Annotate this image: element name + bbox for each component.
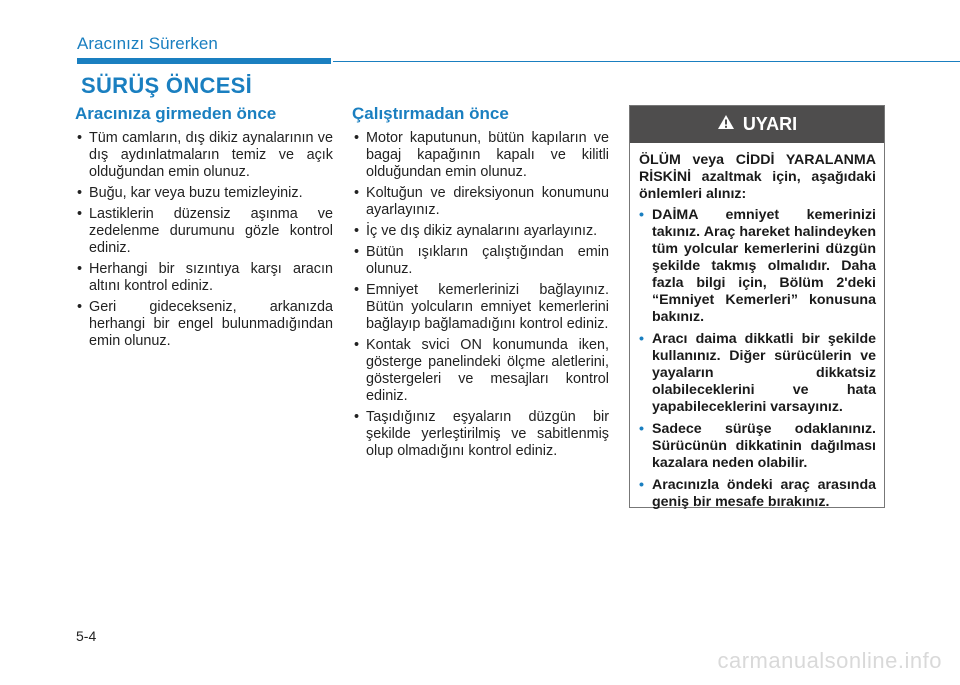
warning-item: • DAİMA emniyet kemerinizi takınız. Araç hareket halindeyken tüm yolcular kemerlerini düzgün şekilde takmış olmalıdır. Daha fazla bilgi için, Bölüm 2'deki “Emniyet Kemerleri” konusuna bakınız. (639, 207, 876, 326)
warning-body (630, 143, 884, 511)
warning-item: • Aracı daima dikkatli bir şekilde kullanınız. Diğer sürücülerin ve yayaların dikkatsiz olabileceklerini ve hata yapabileceklerini varsayınız. (639, 331, 876, 416)
page-number: 5-4 (76, 628, 97, 644)
warning-box (629, 105, 885, 508)
warning-triangle-icon (717, 114, 735, 135)
header-accent-bar (77, 58, 331, 64)
warning-intro: ÖLÜM veya CİDDİ YARALANMA RİSKİNİ azaltmak için, aşağıdaki önlemleri alınız: (639, 152, 876, 202)
list-item: • Emniyet kemerlerinizi bağlayınız. Bütün yolcuların emniyet kemerlerini bağlayıp bağlamadığını kontrol ediniz. (352, 282, 609, 333)
list-item: • Bütün ışıkların çalıştığından emin olunuz. (352, 244, 609, 278)
column-before-starting (352, 104, 609, 464)
checklist (352, 130, 609, 460)
column-before-entering (75, 104, 333, 354)
list-item: • Taşıdığınız eşyaların düzgün bir şekilde yerleştirilmiş ve sabitlenmiş olup olmadığını kontrol ediniz. (352, 409, 609, 460)
list-item: • İç ve dış dikiz aynalarını ayarlayınız. (352, 223, 609, 240)
warning-item: • Aracınızla öndeki araç arasında geniş bir mesafe bırakınız. (639, 477, 876, 511)
chapter-title: Aracınızı Sürerken (77, 34, 218, 53)
watermark: carmanualsonline.info (717, 648, 942, 673)
list-item: • Geri gidecekseniz, arkanızda herhangi bir engel bulunmadığından emin olunuz. (75, 299, 333, 350)
column-heading: Aracınıza girmeden önce (75, 104, 277, 123)
list-item: • Koltuğun ve direksiyonun konumunu ayarlayınız. (352, 185, 609, 219)
list-item: • Tüm camların, dış dikiz aynalarının ve dış aydınlatmaların temiz ve açık olduğundan emin olunuz. (75, 130, 333, 181)
checklist (75, 130, 333, 350)
list-item: • Motor kaputunun, bütün kapıların ve bagaj kapağının kapalı ve kilitli olduğundan emin olunuz. (352, 130, 609, 181)
list-item: • Lastiklerin düzensiz aşınma ve zedelenme durumunu gözle kontrol ediniz. (75, 206, 333, 257)
list-item: • Kontak svici ON konumunda iken, gösterge panelindeki ölçme aletlerini, göstergeleri ve mesajları kontrol ediniz. (352, 337, 609, 405)
warning-header (630, 106, 884, 143)
list-item: • Buğu, kar veya buzu temizleyiniz. (75, 185, 333, 202)
column-heading: Çalıştırmadan önce (352, 104, 509, 123)
warning-item: • Sadece sürüşe odaklanınız. Sürücünün dikkatinin dağılması kazalara neden olabilir. (639, 421, 876, 472)
warning-title: UYARI (742, 114, 798, 134)
warning-list (639, 207, 876, 511)
header-divider (333, 61, 960, 62)
section-title: SÜRÜŞ ÖNCESİ (81, 73, 253, 98)
list-item: • Herhangi bir sızıntıya karşı aracın altını kontrol ediniz. (75, 261, 333, 295)
